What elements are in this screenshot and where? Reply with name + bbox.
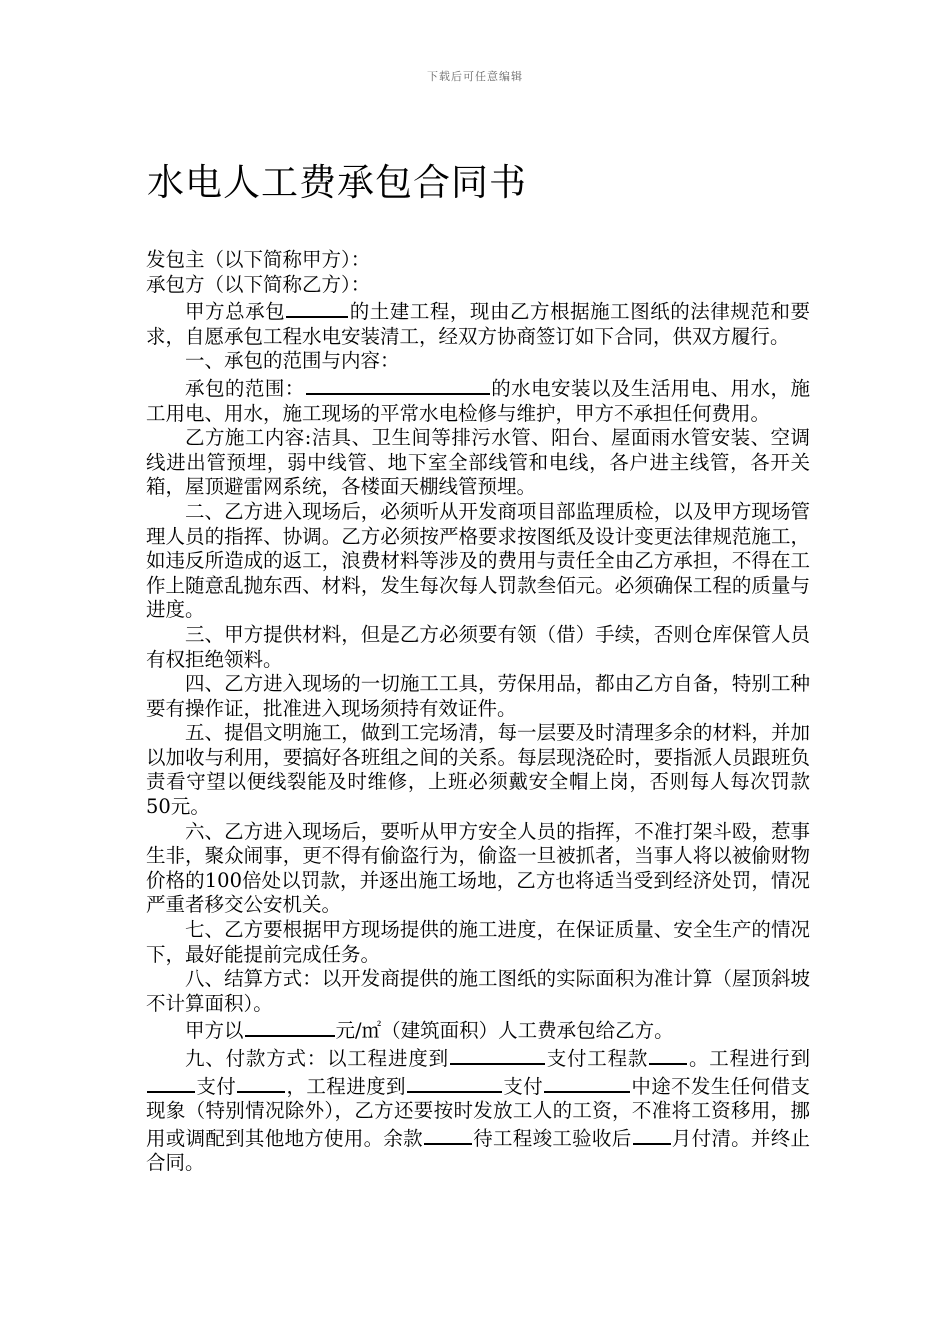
price-text-b: 元/㎡（建筑面积）人工费承包给乙方。 <box>335 1019 674 1043</box>
scope-text-a: 承包的范围： <box>185 376 305 400</box>
progress-2-blank[interactable] <box>147 1072 195 1093</box>
s9-text-a: 九、付款方式：以工程进度到 <box>185 1047 449 1070</box>
s9-text-e: ，工程进度到 <box>286 1074 406 1098</box>
section-6: 六、乙方进入现场后，要听从甲方安全人员的指挥，不准打架斗殴，惹事生非，聚众闹事，更不得有偷盗行为，偷盗一旦被抓者，当事人将以被偷财物价格的100倍处以罚款，并逐出施工场地，乙方也将适当受到经济处罚，情况严重者移交公安机关。 <box>146 819 810 917</box>
payment-3-blank[interactable] <box>544 1072 630 1093</box>
section-2: 二、乙方进入现场后，必须听从开发商项目部监理质检，以及甲方现场管理人员的指挥、协调。乙方必须按严格要求按图纸及设计变更法律规范施工，如违反所造成的返工，浪费材料等涉及的费用与责任全由乙方承担，不得在工作上随意乱抛东西、材料，发生每次每人罚款叁佰元。必须确保工程的质量与进度。 <box>146 499 810 622</box>
intro-text-b: 的土建工程，现由乙方根据施工图纸的法律规范和要求，自愿承包工程水电安装清工，经双方协商签订如下合同，供双方履行。 <box>146 300 810 348</box>
section-5: 五、提倡文明施工，做到工完场清，每一层要及时清理多余的材料，并加以加收与利用，要搞好各班组之间的关系。每层现浇砼时，要指派人员跟班负责看守望以便线裂能及时维修，上班必须戴安全帽上岗，否则每人每次罚款50元。 <box>146 721 810 819</box>
party-a-line: 发包主（以下简称甲方）： <box>146 248 371 271</box>
price-text-a: 甲方以 <box>185 1019 244 1043</box>
party-b-line: 承包方（以下简称乙方）： <box>146 272 371 296</box>
section-1-heading: 一、承包的范围与内容： <box>185 349 400 373</box>
payment-1-blank[interactable] <box>649 1044 687 1065</box>
document-title: 水电人工费承包合同书 <box>147 161 527 204</box>
s9-text-i: 月付清。并终止合同。 <box>146 1126 810 1175</box>
payment-2-blank[interactable] <box>237 1072 285 1093</box>
intro-paragraph <box>146 297 810 349</box>
section-9 <box>146 1044 810 1176</box>
scope-blank[interactable] <box>306 374 490 395</box>
price-paragraph <box>146 1016 810 1044</box>
section-7: 七、乙方要根据甲方现场提供的施工进度，在保证质量、安全生产的情况下，最好能提前完成任务。 <box>146 918 810 966</box>
section-8: 八、结算方式：以开发商提供的施工图纸的实际面积为准计算（屋顶斜坡不计算面积）。 <box>146 967 810 1015</box>
intro-text-a: 甲方总承包 <box>185 300 286 324</box>
months-blank[interactable] <box>633 1124 671 1145</box>
s9-text-b: 支付工程款 <box>545 1047 649 1070</box>
section-4: 四、乙方进入现场的一切施工工具，劳保用品，都由乙方自备，特别工种要有操作证，批准进入现场须持有效证件。 <box>146 672 810 720</box>
s9-text-g: 中途不发生任何借支现象（特别情况除外），乙方还要按时发放工人的工资，不准将工资移用，挪用或调配到其他地方使用。余款 <box>146 1074 810 1150</box>
document-body <box>146 248 810 1176</box>
s9-text-h: 待工程竣工验收后 <box>472 1126 632 1150</box>
unit-price-blank[interactable] <box>245 1016 335 1037</box>
scope-text-b: 的水电安装以及生活用电、用水，施工用电、用水，施工现场的平常水电检修与维护，甲方不承担任何费用。 <box>146 376 810 425</box>
section-3: 三、甲方提供材料，但是乙方必须要有领（借）手续，否则仓库保管人员有权拒绝领料。 <box>146 622 810 671</box>
balance-blank[interactable] <box>424 1124 472 1145</box>
scope-paragraph <box>146 374 810 426</box>
progress-3-blank[interactable] <box>407 1072 502 1093</box>
page-header-note: 下载后可任意编辑 <box>427 70 523 83</box>
project-name-blank[interactable] <box>286 297 348 318</box>
s9-text-c: 。工程进行到 <box>688 1047 810 1070</box>
s9-text-f: 支付 <box>502 1074 543 1098</box>
content-paragraph: 乙方施工内容:洁具、卫生间等排污水管、阳台、屋面雨水管安装、空调线进出管预埋，弱中线管、地下室全部线管和电线，各户进主线管，各开关箱，屋顶避雷网系统，各楼面天棚线管预埋。 <box>146 426 810 499</box>
s9-text-d: 支付 <box>196 1074 237 1098</box>
progress-1-blank[interactable] <box>450 1044 545 1065</box>
